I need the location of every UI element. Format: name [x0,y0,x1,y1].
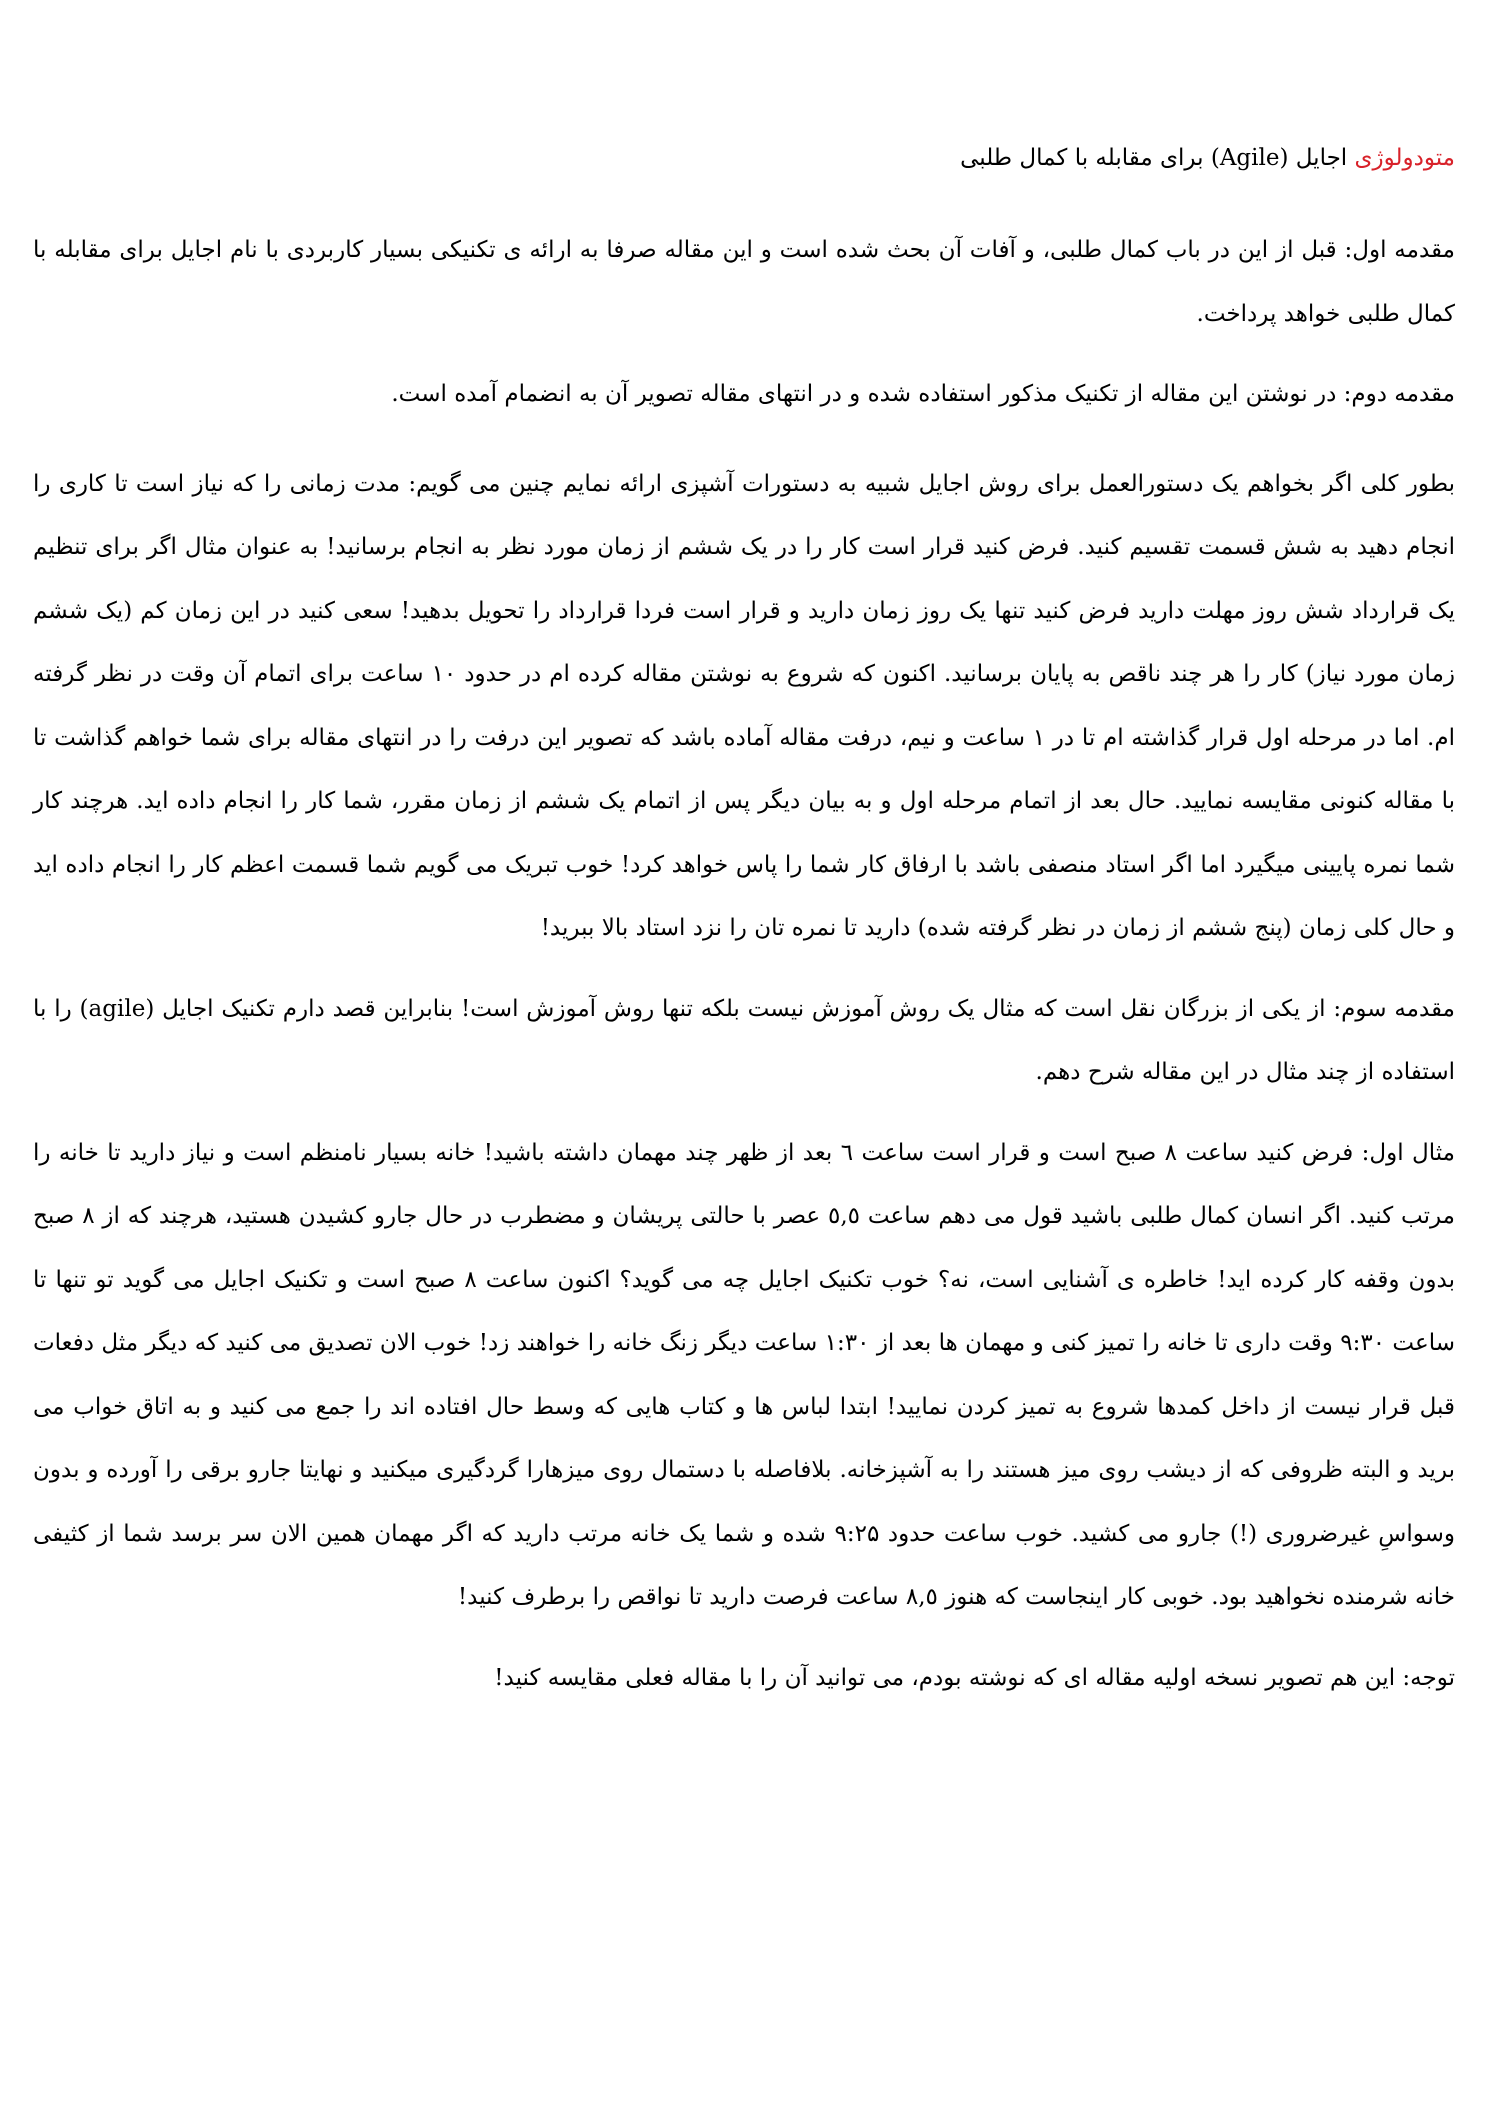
title-accent-word: متودولوژی [1354,145,1455,171]
paragraph-intro-third: مقدمه سوم: از یکی از بزرگان نقل است که مثال یک روش آموزش نیست بلکه تنها روش آموزش است! بنابراین قصد دارم تکنیک اجایل (agile) را با استفاده از چند مثال در این مقاله شرح دهم. [33,995,1455,1085]
paragraph-example-one: مثال اول: فرض کنید ساعت ۸ صبح است و قرار است ساعت ٦ بعد از ظهر چند مهمان داشته باشید! خانه بسیار نامنظم است و نیاز دارید تا خانه را مرتب کنید. اگر انسان کمال طلبی باشید قول می دهم ساعت ٥,٥ عصر با حالتی پریشان و مضطرب در حال جارو کشیدن هستید، هرچند که از ۸ صبح بدون وقفه کار کرده اید! خاطره ی آشنایی است، نه؟ خوب تکنیک اجایل چه می گوید؟ اکنون ساعت ۸ صبح است و تکنیک اجایل می گوید تو تنها تا ساعت ۹:۳۰ وقت داری تا خانه را تمیز کنی و مهمان ها بعد از ۱:۳۰ ساعت دیگر زنگ خانه را خواهند زد! خوب الان تصدیق می کنید که دیگر مثل دفعات قبل قرار نیست از داخل کمدها شروع به تمیز کردن نمایید! ابتدا لباس ها و کتاب هایی که وسط حال افتاده اند را جمع می کنید و به اتاق خواب می برید و البته ظروفی که از دیشب روی میز هستند را به آشپزخانه. بلافاصله با دستمال روی میزهارا گردگیری میکنید و نهایتا جارو برقی را آورده و بدون وسواسِ غیرضروری (!) جارو می کشید. خوب ساعت حدود ۹:۲۵ شده و شما یک خانه مرتب دارید که اگر مهمان همین الان سر برسد شما از کثیفی خانه شرمنده نخواهید بود. خوبی کار اینجاست که هنوز ۸,٥ ساعت فرصت دارید تا نواقص را برطرف کنید! [33,1139,1456,1610]
title-text: اجایل (Agile) برای مقابله با کمال طلبی [960,145,1355,171]
paragraph-intro-second: مقدمه دوم: در نوشتن این مقاله از تکنیک مذکور استفاده شده و در انتهای مقاله تصویر آن به انضمام آمده است. [391,381,1455,407]
paragraph-general-method: بطور کلی اگر بخواهم یک دستورالعمل برای روش اجایل شبیه به دستورات آشپزی ارائه نمایم چنین می گویم: مدت زمانی را که نیاز است تا کاری را انجام دهید به شش قسمت تقسیم کنید. فرض کنید قرار است کار را در یک ششم از زمان مورد نظر به انجام برسانید! به عنوان مثال اگر برای تنظیم یک قرارداد شش روز مهلت دارید فرض کنید تنها یک روز زمان دارید و قرار است فردا قرارداد را تحویل بدهید! سعی کنید در این زمان کم (یک ششم زمان مورد نیاز) کار را هر چند ناقص به پایان برسانید. اکنون که شروع به نوشتن مقاله کرده ام در حدود ۱۰ ساعت برای اتمام آن وقت در نظر گرفته ام. اما در مرحله اول قرار گذاشته ام تا در ۱ ساعت و نیم، درفت مقاله آماده باشد که تصویر این درفت را در انتهای مقاله برای شما خواهم گذاشت تا با مقاله کنونی مقایسه نمایید. حال بعد از اتمام مرحله اول و به بیان دیگر پس از اتمام یک ششم از زمان مقرر، شما کار را انجام داده اید. هرچند کار شما نمره پایینی میگیرد اما اگر استاد منصفی باشد با ارفاق کار شما را پاس خواهد کرد! خوب تبریک می گویم شما قسمت اعظم کار را انجام داده اید و حال کلی زمان (پنج ششم از زمان در نظر گرفته شده) دارید تا نمره تان را نزد استاد بالا ببرید! [33,470,1456,941]
article-title [33,138,1455,178]
paragraph-intro-first: مقدمه اول: قبل از این در باب کمال طلبی، و آفات آن بحث شده است و این مقاله صرفا به ارائه ی تکنیکی بسیار کاربردی با نام اجایل برای مقابله با کمال طلبی خواهد پرداخت. [33,237,1455,327]
paragraph-note: توجه: این هم تصویر نسخه اولیه مقاله ای که نوشته بودم، می توانید آن را با مقاله فعلی مقایسه کنید! [494,1664,1455,1691]
